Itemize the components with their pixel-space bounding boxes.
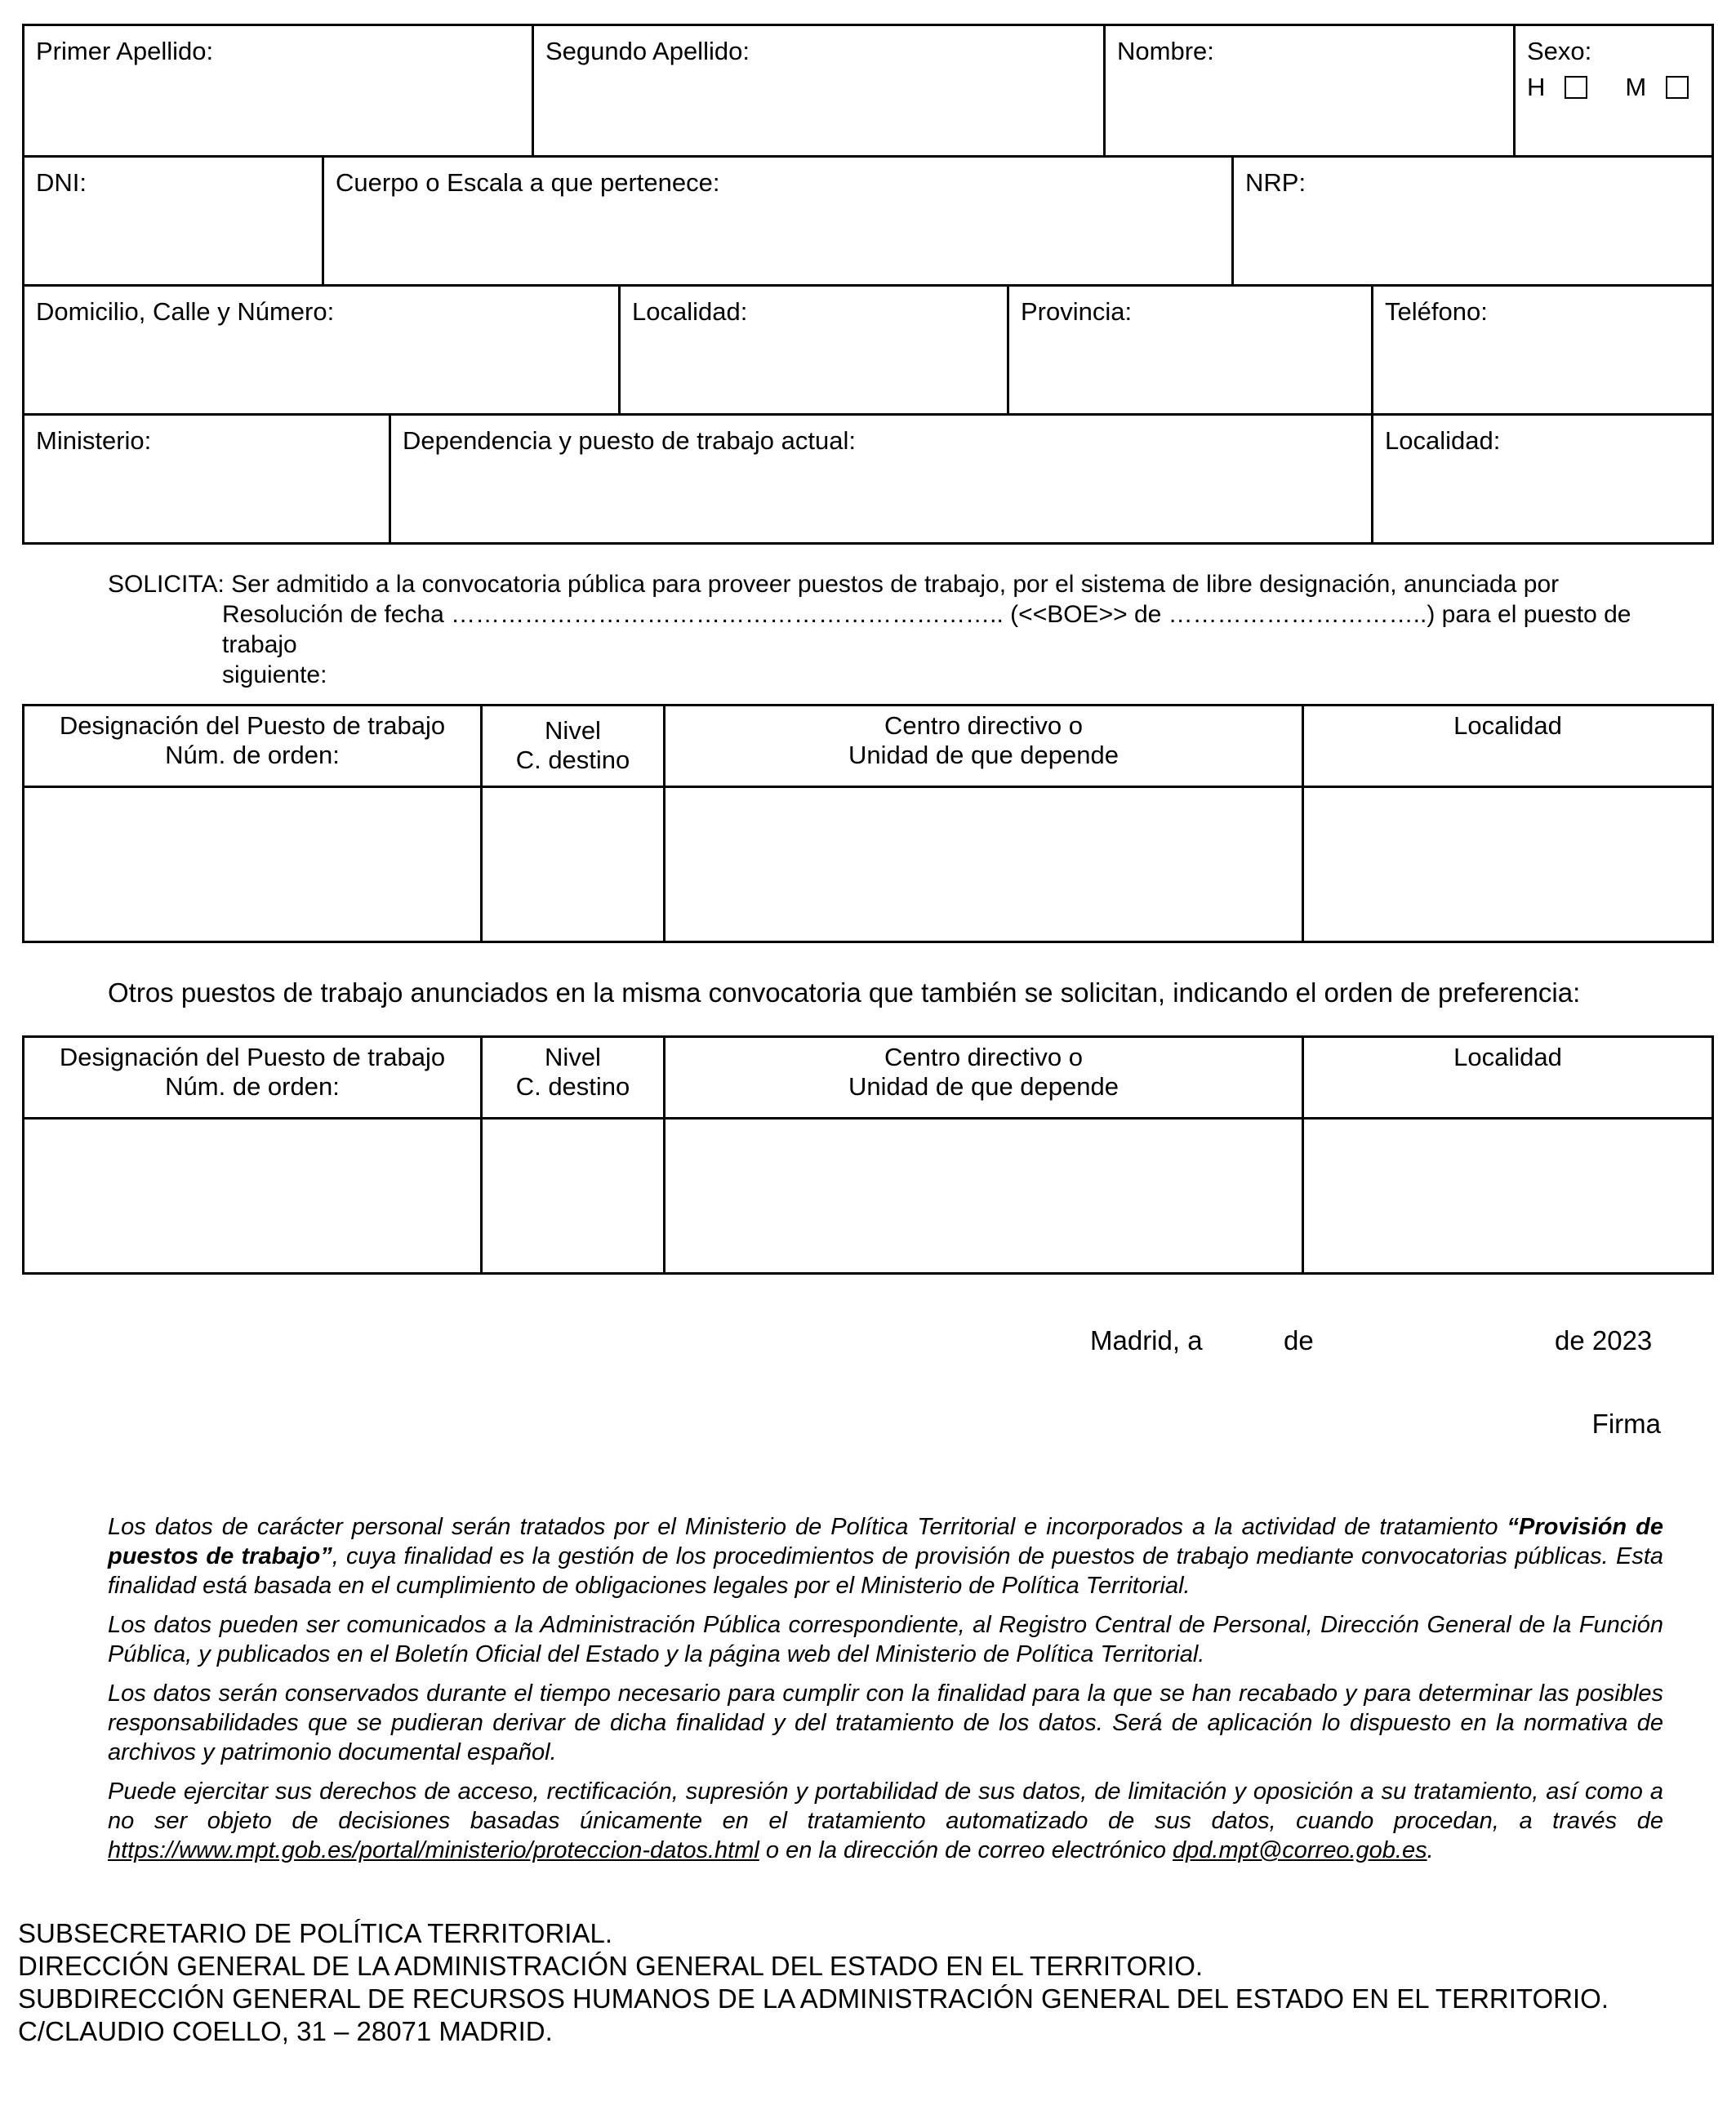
cuerpo-field[interactable] (322, 158, 1231, 284)
ministerio-field[interactable] (24, 416, 389, 542)
localidad-actual-label: Localidad: (1385, 426, 1501, 455)
otros-puestos-table (22, 1035, 1714, 1275)
otros-header-localidad-line1: Localidad (1453, 1043, 1562, 1071)
sexo-m-label: M (1625, 73, 1647, 101)
cell-nivel-input[interactable] (480, 788, 663, 941)
privacy-paragraph-2: Los datos pueden ser comunicados a la Administración Pública correspondiente, al Registro Central de Personal, Dirección General de la Función Pública, y publicados en el Boletín Oficial del Estado y la página web del Ministerio de Política Territorial. (108, 1612, 1663, 1667)
grid-row-names (24, 26, 1712, 155)
otros-header-designacion-line1: Designación del Puesto de trabajo (59, 1043, 446, 1071)
dependencia-label: Dependencia y puesto de trabajo actual: (403, 426, 856, 455)
puesto-table-row (24, 786, 1712, 941)
header-localidad-line1: Localidad (1453, 711, 1562, 740)
ministerio-label: Ministerio: (36, 426, 152, 455)
sexo-h-label: H (1527, 73, 1546, 101)
solicita-line-1: SOLICITA: Ser admitido a la convocatoria pública para proveer puestos de trabajo, por el sistema de libre designación, anunciada por (108, 571, 1560, 598)
header-nivel-line2: C. destino (515, 746, 630, 774)
cell-designacion-input[interactable] (24, 788, 480, 941)
otros-header-nivel (480, 1038, 663, 1117)
localidad-label: Localidad: (632, 297, 748, 326)
grid-row-job (24, 413, 1712, 542)
segundo-apellido-field[interactable] (532, 26, 1103, 155)
puesto-table-header (24, 706, 1712, 786)
otros-puestos-text: Otros puestos de trabajo anunciados en la misma convocatoria que también se solicitan, indicando el orden de preferencia: (108, 977, 1581, 1008)
header-centro (663, 706, 1302, 786)
privacy-p4-mid: o en la dirección de correo electrónico (765, 1837, 1166, 1863)
sexo-m-checkbox[interactable] (1666, 76, 1689, 99)
otros-cell-designacion-input[interactable] (24, 1120, 480, 1272)
otros-cell-localidad-input[interactable] (1302, 1120, 1712, 1272)
provincia-field[interactable] (1007, 287, 1371, 413)
otros-header-centro (663, 1038, 1302, 1117)
header-designacion-line2: Núm. de orden: (165, 741, 340, 769)
otros-cell-nivel-input[interactable] (480, 1120, 663, 1272)
sexo-options (1527, 72, 1700, 103)
domicilio-field[interactable] (24, 287, 618, 413)
nombre-field[interactable] (1103, 26, 1513, 155)
privacy-p1-text: Los datos de carácter personal serán tratados por el Ministerio de Política Territorial e incorporados a la actividad de tratamiento (108, 1514, 1498, 1540)
primer-apellido-label: Primer Apellido: (36, 37, 214, 65)
privacy-paragraph-4 (108, 1777, 1663, 1865)
localidad-actual-field[interactable] (1371, 416, 1712, 542)
sexo-field (1513, 26, 1712, 155)
otros-header-nivel-line2: C. destino (515, 1072, 630, 1101)
privacy-p4-end: . (1427, 1837, 1434, 1863)
primer-apellido-field[interactable] (24, 26, 532, 155)
header-designacion (24, 706, 480, 786)
sexo-h-checkbox[interactable] (1565, 76, 1587, 99)
provincia-label: Provincia: (1021, 297, 1133, 326)
privacy-paragraph-1 (108, 1512, 1663, 1600)
header-centro-line1: Centro directivo o (884, 711, 1083, 740)
otros-header-nivel-line1: Nivel (545, 1043, 601, 1071)
header-nivel-line1: Nivel (545, 716, 601, 745)
segundo-apellido-label: Segundo Apellido: (545, 37, 750, 65)
domicilio-label: Domicilio, Calle y Número: (36, 297, 335, 326)
privacy-email-link[interactable]: dpd.mpt@correo.gob.es (1173, 1837, 1427, 1863)
dni-label: DNI: (36, 168, 87, 197)
header-centro-line2: Unidad de que depende (848, 741, 1119, 769)
address-line-1: SUBSECRETARIO DE POLÍTICA TERRITORIAL. (18, 1918, 612, 1948)
otros-header-centro-line1: Centro directivo o (884, 1043, 1083, 1071)
dni-field[interactable] (24, 158, 322, 284)
date-madrid: Madrid, a (1090, 1325, 1203, 1355)
grid-row-address (24, 284, 1712, 413)
localidad-field[interactable] (618, 287, 1007, 413)
otros-cell-centro-input[interactable] (663, 1120, 1302, 1272)
solicita-paragraph (108, 569, 1684, 690)
otros-header-designacion-line2: Núm. de orden: (165, 1072, 340, 1101)
otros-table-row (24, 1117, 1712, 1272)
otros-table-header (24, 1038, 1712, 1117)
nombre-label: Nombre: (1117, 37, 1214, 65)
privacy-paragraph-3: Los datos serán conservados durante el tiempo necesario para cumplir con la finalidad para la que se han recabado y para determinar las posibles responsabilidades que se pudieran derivar de dicha finalidad y del tratamiento de los datos. Será de aplicación lo dispuesto en la normativa de archivos y patrimonio documental español. (108, 1680, 1663, 1765)
telefono-label: Teléfono: (1385, 297, 1488, 326)
nrp-field[interactable] (1231, 158, 1712, 284)
cell-centro-input[interactable] (663, 788, 1302, 941)
header-localidad (1302, 706, 1712, 786)
address-block (18, 1917, 1716, 2048)
privacy-notice (108, 1512, 1663, 1875)
telefono-field[interactable] (1371, 287, 1712, 413)
address-line-3: SUBDIRECCIÓN GENERAL DE RECURSOS HUMANOS DE LA ADMINISTRACIÓN GENERAL DEL ESTADO EN EL TERRITORIO. (18, 1983, 1609, 2014)
otros-header-centro-line2: Unidad de que depende (848, 1072, 1119, 1101)
otros-header-designacion (24, 1038, 480, 1117)
address-line-2: DIRECCIÓN GENERAL DE LA ADMINISTRACIÓN GENERAL DEL ESTADO EN EL TERRITORIO. (18, 1951, 1204, 1981)
nrp-label: NRP: (1245, 168, 1306, 197)
otros-header-localidad (1302, 1038, 1712, 1117)
address-line-4: C/CLAUDIO COELLO, 31 – 28071 MADRID. (18, 2016, 553, 2046)
header-designacion-line1: Designación del Puesto de trabajo (59, 711, 446, 740)
date-de-day: de (1284, 1325, 1314, 1355)
cuerpo-label: Cuerpo o Escala a que pertenece: (336, 168, 720, 197)
privacy-p4-text: Puede ejercitar sus derechos de acceso, rectificación, supresión y portabilidad de sus datos, de limitación y oposición a su tratamiento, así como a no ser objeto de decisiones basadas únicamente en el tratamiento automatizado de sus datos, cuando procedan, a través de (108, 1778, 1663, 1834)
personal-data-grid (22, 24, 1714, 545)
cell-localidad-input[interactable] (1302, 788, 1712, 941)
privacy-p1-text-end: , cuya finalidad es la gestión de los procedimientos de provisión de puestos de trabajo mediante convocatorias públicas. Esta finalidad está basada en el cumplimiento de obligaciones legales por el Ministerio de Política Territorial. (108, 1543, 1663, 1599)
solicita-line-2: Resolución de fecha ………………………………………………………….. (<<BOE>> de …………………………..) para el puesto de trabajo (222, 601, 1631, 658)
privacy-p1-activity: “Provisión de puestos de trabajo” (108, 1514, 1663, 1569)
header-nivel (480, 706, 663, 786)
grid-row-ids (24, 155, 1712, 284)
sexo-label: Sexo: (1527, 37, 1592, 65)
date-de-year: de 2023 (1555, 1325, 1653, 1355)
solicita-line-3: siguiente: (222, 661, 327, 688)
dependencia-field[interactable] (389, 416, 1371, 542)
puesto-table (22, 704, 1714, 943)
privacy-link[interactable]: https://www.mpt.gob.es/portal/ministerio/proteccion-datos.html (108, 1837, 759, 1863)
firma-label: Firma (1591, 1409, 1661, 1439)
